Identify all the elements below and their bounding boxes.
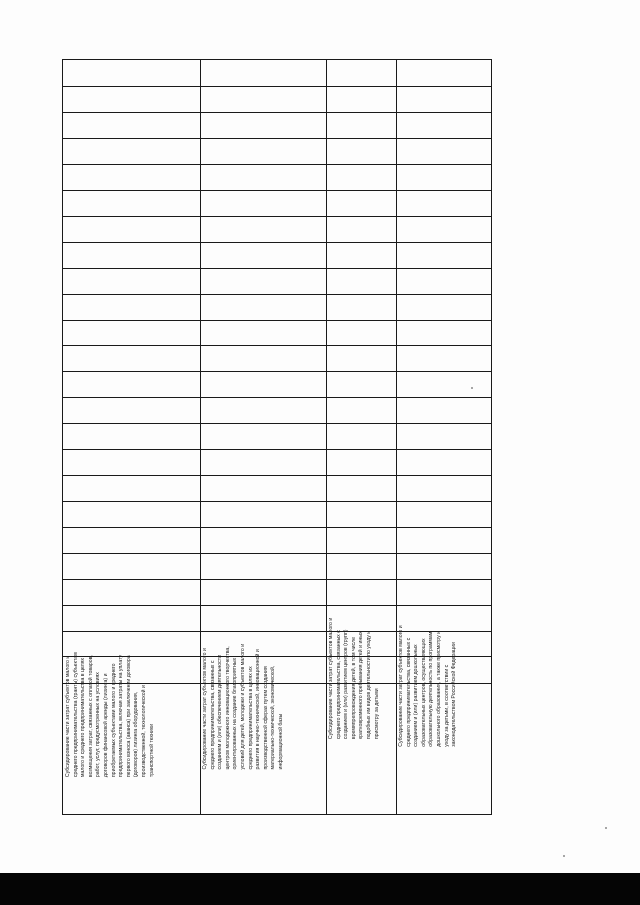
scan-speck	[605, 827, 607, 829]
scan-border-bar	[0, 873, 640, 905]
table-row-line	[63, 86, 491, 87]
row-label-text: Субсидирование части затрат субъектов малого и среднего предпринимательства, связанных с созданием и (или) развитием центров (групп) времяпрепровождения детей, в том числе кратковременного пребывания детей и иных подобных им видов деятельности по уходу и присмотру за детьми	[328, 617, 380, 740]
table-row-line	[63, 345, 491, 346]
table-row-line	[63, 294, 491, 295]
form-table	[62, 59, 492, 815]
row-label-text: Субсидирование части затрат субъектов малого и среднего предпринимательства, связанных с созданием и (или) развитием дошкольных образовательных центров, осуществляющих образовательную деятельность по программам дошкольного образования, а также присмотру и уходу за детьми, в соответствии с законодательством Российской Федерации	[398, 625, 458, 747]
row-label-cell	[398, 625, 491, 814]
table-row-line	[63, 605, 491, 606]
table-row-line	[63, 138, 491, 139]
table-row-line	[63, 320, 491, 321]
table-row-line	[63, 242, 491, 243]
table-row-line	[63, 216, 491, 217]
table-row-line	[63, 475, 491, 476]
table-row-line	[63, 164, 491, 165]
table-row-line	[63, 423, 491, 424]
table-row-line	[63, 112, 491, 113]
scan-speck	[471, 387, 473, 389]
table-row-line	[63, 268, 491, 269]
table-column-line	[326, 60, 327, 814]
table-row-line	[63, 397, 491, 398]
row-label-cell	[65, 652, 198, 814]
table-row-line	[63, 190, 491, 191]
scan-speck	[563, 855, 565, 857]
table-column-line	[200, 60, 201, 814]
row-label-text: Субсидирование части затрат субъектов малого и среднего предпринимательства (гранты) субъектам малого и среднего предпринимательства в целях возмещения затрат, связанных с оплатой товаров, работ, услуг, предусмотренных на условиях договоров финансовой аренды (лизинга) и приобретаемых субъектами малого и среднего предпринимательства, включая затраты на уплату первого взноса (аванса) при заключении договора (договоров) лизинга оборудования, производственной, технологической и транспортной техники	[65, 652, 155, 778]
table-row-line	[63, 527, 491, 528]
table-row-line	[63, 501, 491, 502]
table-column-line	[396, 60, 397, 814]
row-label-cell	[202, 643, 324, 814]
table-row-line	[63, 449, 491, 450]
table-row-line	[63, 579, 491, 580]
table-row-line	[63, 553, 491, 554]
row-label-text: Субсидирование части затрат субъектов малого и среднего предпринимательства, связанных с созданием и (или) обеспечением деятельности центров молодежного инновационного творчества, ориентированных на создание благоприятных условий для детей, молодежи и субъектов малого и среднего предпринимательства в целях их развития в научно-технической, инновационной и производственной сферах путем создания материально-технической, экономической, информационной базы	[202, 643, 284, 770]
table-row-line	[63, 371, 491, 372]
row-label-cell	[328, 617, 394, 814]
